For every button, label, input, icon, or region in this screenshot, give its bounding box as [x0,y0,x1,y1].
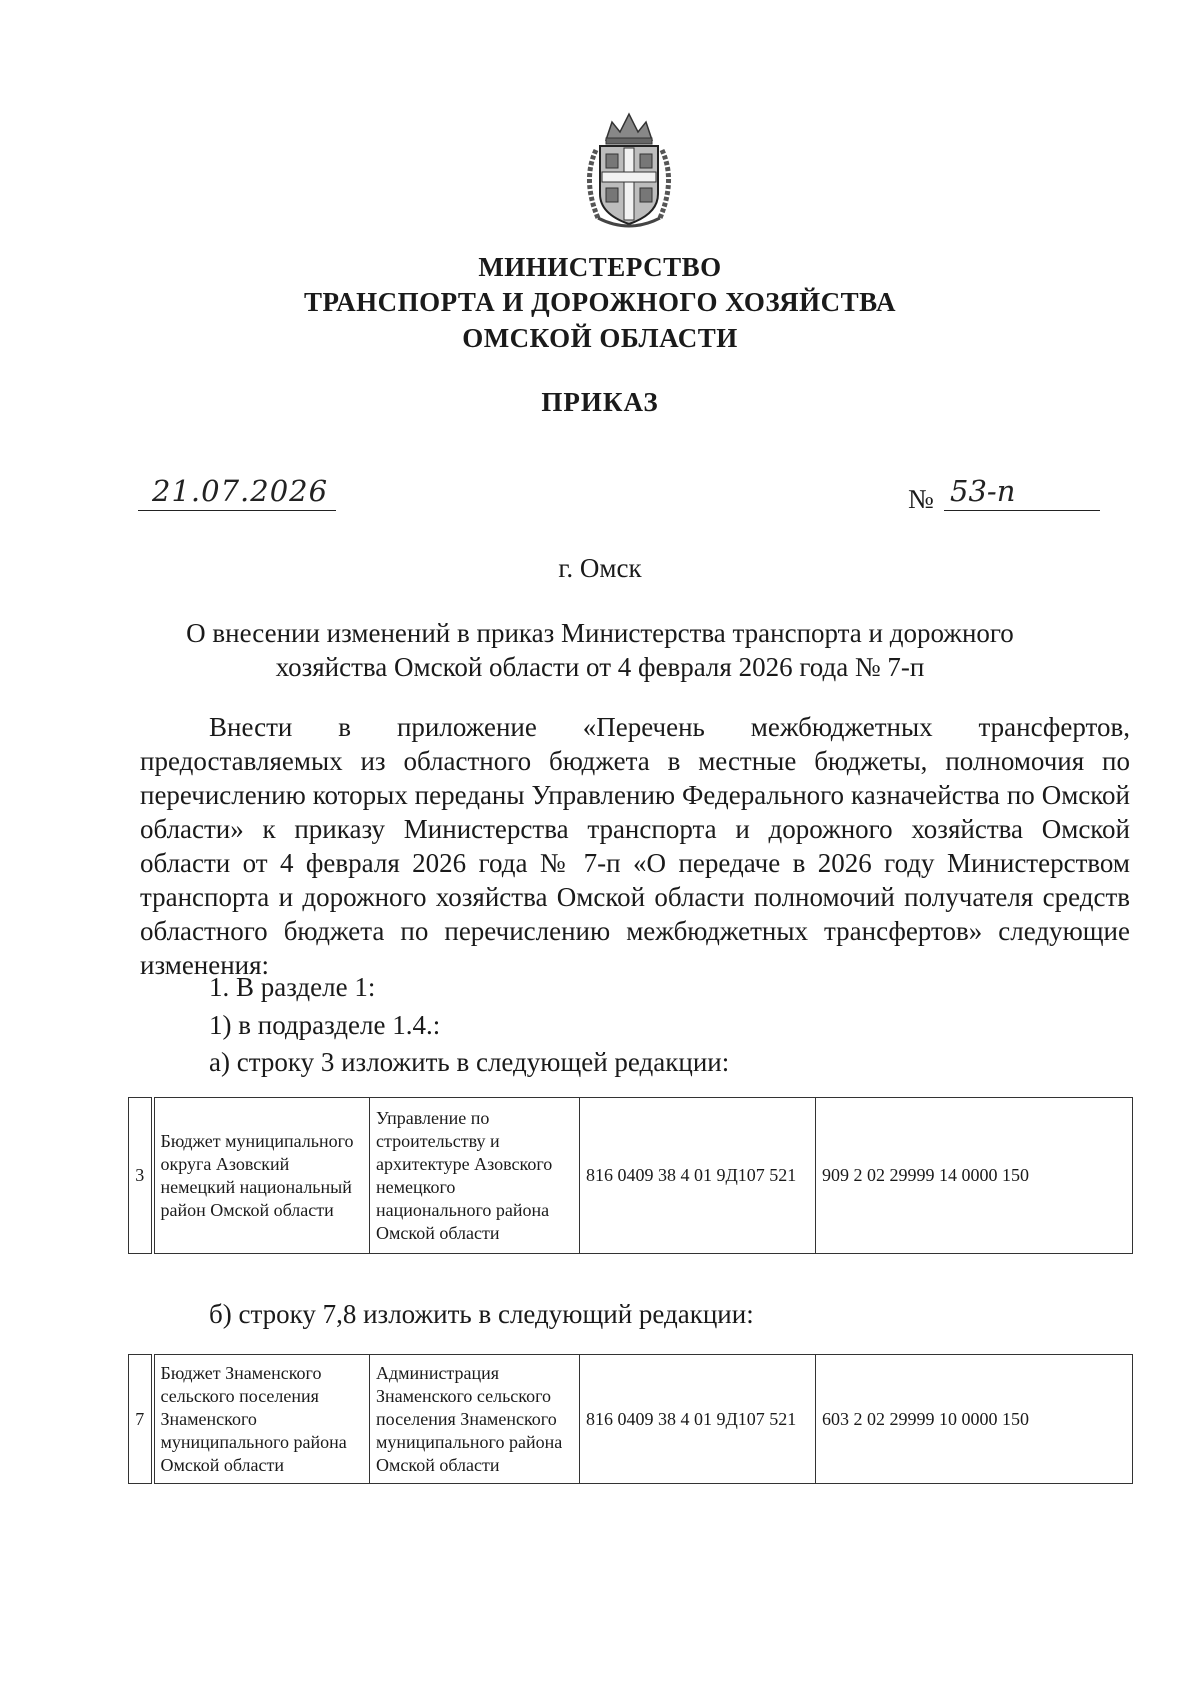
table-row [129,1098,1133,1254]
order-title: ПРИКАЗ [541,387,659,417]
body-paragraph: Внести в приложение «Перечень межбюджетных трансфертов, предоставляемых из областного бюджета в местные бюджеты, полномочия по перечислению которых переданы Управлению Федерального казначейства по Омской области» к приказу Министерства транспорта и дорожного хозяйства Омской области от 4 февраля 2026 года № 7-п «О передаче в 2026 году Министерством транспорта и дорожного хозяйства Омской области полномочий получателя средств областного бюджета по перечислению межбюджетных трансфертов» следующие изменения: [140,712,1130,980]
ministry-title-line3: ОМСКОЙ ОБЛАСТИ [462,323,738,353]
city-line: г. Омск [558,553,642,583]
subject-line2: хозяйства Омской области от 4 февраля 2026 года № 7-п [275,652,925,682]
budget-cell: Бюджет муниципального округа Азовский немецкий национальный район Омской области [153,1098,370,1254]
budget-cell: Бюджет Знаменского сельского поселения Знаменского муниципального района Омской области [153,1355,370,1484]
item-section: 1. В разделе 1: [209,972,376,1002]
ministry-title-line2: ТРАНСПОРТА И ДОРОЖНОГО ХОЗЯЙСТВА [304,287,896,317]
subject-line1: О внесении изменений в приказ Министерства транспорта и дорожного [186,618,1014,648]
item-b: б) строку 7,8 изложить в следующий редакции: [209,1299,754,1329]
row-number: 3 [129,1098,153,1254]
administrator-cell: Администрация Знаменского сельского поселения Знаменского муниципального района Омской области [370,1355,580,1484]
item-subsection: 1) в подразделе 1.4.: [209,1010,441,1040]
number-field [944,476,1100,511]
administrator-cell: Управление по строительству и архитектуре Азовского немецкого национального района Омской области [370,1098,580,1254]
order-subject [0,616,1200,684]
expense-code-cell: 816 0409 38 4 01 9Д107 521 [580,1355,816,1484]
ministry-title-line1: МИНИСТЕРСТВО [478,252,722,282]
revenue-code-cell: 603 2 02 29999 10 0000 150 [816,1355,1133,1484]
date-field [138,476,336,511]
order-body [140,710,1130,982]
coat-of-arms-emblem [576,110,682,230]
expense-code-cell: 816 0409 38 4 01 9Д107 521 [580,1098,816,1254]
handwritten-number: 53-п [950,474,1016,508]
amendment-table-row-7 [128,1354,1133,1484]
number-label: № [908,484,934,514]
handwritten-date: 21.07.2026 [152,474,329,508]
item-a: а) строку 3 изложить в следующей редакции: [209,1047,730,1077]
row-number: 7 [129,1355,153,1484]
amendment-table-row-3 [128,1097,1133,1254]
revenue-code-cell: 909 2 02 29999 14 0000 150 [816,1098,1133,1254]
table-row [129,1355,1133,1484]
